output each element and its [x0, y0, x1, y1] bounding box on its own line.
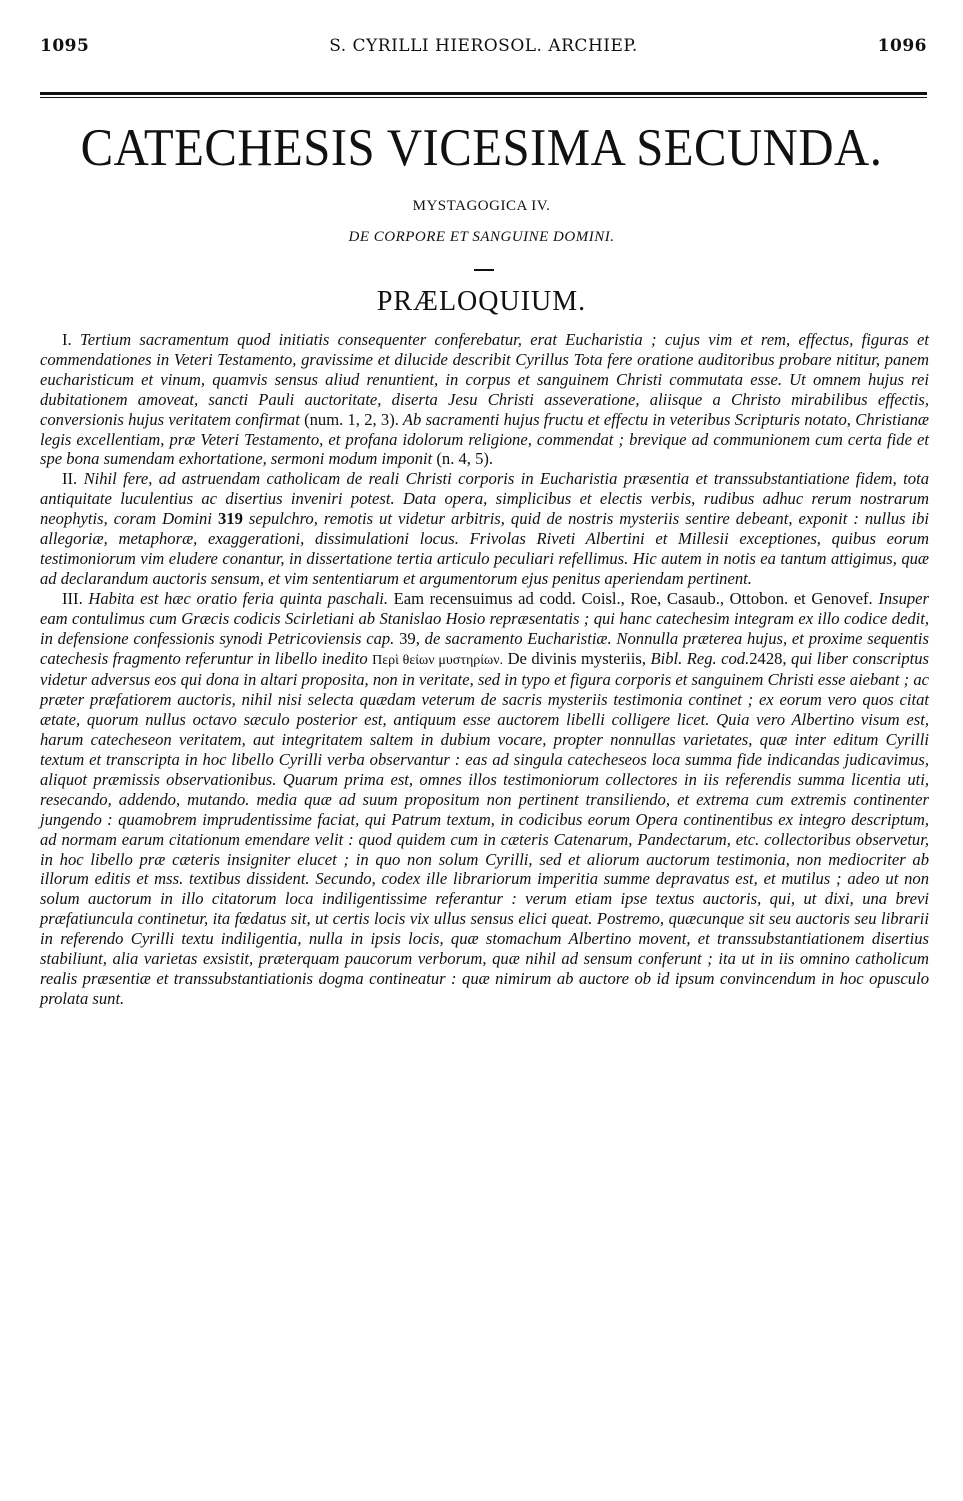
reference: 39, [399, 628, 420, 648]
body-text [40, 330, 929, 1009]
header-rule [40, 92, 927, 98]
paragraph-text: Insuper eam contulimus cum Græcis codicis Scirletiani ab Stanislao Hosio repræsentatis ; qui hanc catechesim integram ex illo codice dedit, in defensione confessionis synodi Petricoviensis cap. [40, 588, 930, 648]
paragraph-text: de sacramento Eucharistiæ. Nonnulla præterea hujus, et proxime sequentis catechesis fragmento referuntur in libello inedito [40, 628, 929, 668]
paragraph-number: III. [62, 588, 83, 608]
codex-number: 2428, [749, 648, 787, 668]
page-title: CATECHESIS VICESIMA SECUNDA. [80, 119, 883, 177]
section-title: PRÆLOQUIUM. [376, 286, 587, 317]
paragraph-text: sepulchro, remotis ut videtur arbitris, quid de nostris mysteriis sentire debeant, exponit : nullus ibi allegoriæ, metaphoræ, exaggerationi, dissimulationi locus. Frivolas Riveti Albertini et Millesii exceptiones, quibus eorum testimoniorum vim eludere conantur, in dissertatione tertia articulo peculiari refellimus. Hic autem in notis ea tantum attigimus, quæ ad declarandum auctoris sensum, et vim sententiarum et argumentorum ejus penitus aperiendam pertinent. [40, 509, 929, 588]
column-marker: 319 [217, 509, 243, 529]
paragraph-text: qui liber conscriptus videtur adversus eos qui dona in altari proposita, non in veritate, sed in typo et figura corporis et sanguinem Christi esse aiebant ; ac præter præfatiorem auctoris, nihil nisi selecta quædam veterum de sacris mysteriis testimonia continet ; ex eorum vero quos citat ætate, quorum nullus octavo sæculo posterior est, antiquum esse auctorem libelli colligere licet. Quia vero Albertino visum est, harum catecheseon veritatem, aut integritatem saltem in dubium vocare, propter nonnullas varietates, quæ inter editum Cyrilli textum et transcripta in hoc libello Cyrilli verba observantur : eas ad singula catecheseos loca summa fide indicandas judicavimus, aliquot præmissis observationibus. Quarum prima est, omnes illos testimoniorum collectores in iis referendis summa licentia uti, resecando, addendo, mutando. media quæ ad suum propositum non pertinent transiliendo, et extrema cum extremis continenter jungendo : quamobrem imprudentissime faciat, qui Patrum textum, in codicibus eorum Opera continentibus ex integro descriptum, ad normam earum citationum emendare velit : quod quidem cum in cæteris Catenarum, Pandectarum, etc. collectoribus observetur, in hoc libello præ cæteris insigniter elucet ; in quo non solum Cyrilli, sed et aliorum auctorum testimonia, non mediocriter ab illorum editis et mss. textibus dissident. Secundo, codex ille librariorum imperitia summe depravatus est, et mutilus ; adeo ut non solum auctorum in illo citatorum loca indiligentissime referantur : verum etiam ipse textus auctoris, qui, ut dixi, una brevi præfatiuncula continetur, ita fœdatus sit, ut certis locis vix ullus sensus elici queat. Postremo, quæcunque sit seu auctoris seu librarii in referendo Cyrilli textu indiligentia, nulla in ipsis locis, quæ stomachum Albertino movent, et transsubstantiationem disertius stabiliunt, alia varietas exsistit, præterquam paucorum verborum, quæ nihil ad sensum conferunt ; ita ut in iis omnino catholicum realis præsentiæ et transsubstantiationis dogma contineatur : quæ nimirum ab auctore ob id ipsum convincendum in hoc opusculo prolata sunt. [40, 648, 929, 1008]
running-title: S. CYRILLI HIEROSOL. ARCHIEP. [329, 36, 638, 56]
reference: (n. 4, 5). [436, 449, 494, 469]
paragraph-text: Ab sacramenti hujus fructu et effectu in veteribus Scripturis notato, Christianæ legis excellentiam, præ Veteri Testamento, et profana idolorum religione, commendat ; brevique ad communionem cum certa fide et spe bona sumendam exhortatione, sermoni modum imponit [40, 409, 929, 469]
subtitle: MYSTAGOGICA IV. [412, 198, 551, 214]
paragraph-text: Tertium sacramentum quod initiatis consequenter conferebatur, erat Eucharistia ; cujus vim et rem, effectus, figuras et commendationes in Veteri Testamento, gravissime et dilucide describit Cyrillus Tota fere oratione auditoribus probare nititur, panem eucharisticum et vinum, quamvis sensus aliud renuntient, in corpus et sanguinem Christi commutata esse. Ut omnem hujus rei dubitationem amoveat, sancti Pauli auctoritate, diserta Jesu Christi asseveratione, aliisque a Christo mirabilibus effectis, conversionis hujus veritatem confirmat [40, 330, 930, 429]
paragraph-text: Nihil fere, ad astruendam catholicam de reali Christi corporis in Eucharistia præsentia et transsubstantiatione fidem, tota antiquitate luculentius ac disertius inveniri potest. Data opera, simplicibus et electis verbis, rudibus adhuc rerum nostrarum neophytis, coram Domini [40, 469, 929, 529]
subtitle-secondary: DE CORPORE ET SANGUINE DOMINI. [348, 229, 615, 245]
latin-title: De divinis mysteriis, [507, 648, 646, 668]
paragraph-1 [40, 330, 929, 469]
paragraph-2 [40, 469, 929, 588]
page-number-left: 1095 [40, 36, 90, 56]
paragraph-number: II. [62, 469, 78, 489]
paragraph-text: Bibl. Reg. cod. [650, 648, 750, 668]
reference: (num. 1, 2, 3). [304, 409, 399, 429]
paragraph-number: I. [62, 330, 72, 349]
running-header [40, 36, 927, 62]
separator-dash [474, 269, 494, 271]
greek-title: Περὶ θείων μυστηρίων. [372, 652, 504, 668]
page-number-right: 1096 [877, 36, 927, 56]
paragraph-text: Eam recensuimus ad codd. Coisl., Roe, Casaub., Ottobon. et Genovef. [393, 588, 873, 608]
paragraph-text: Habita est hæc oratio feria quinta paschali. [88, 588, 388, 608]
paragraph-3 [40, 589, 929, 1009]
